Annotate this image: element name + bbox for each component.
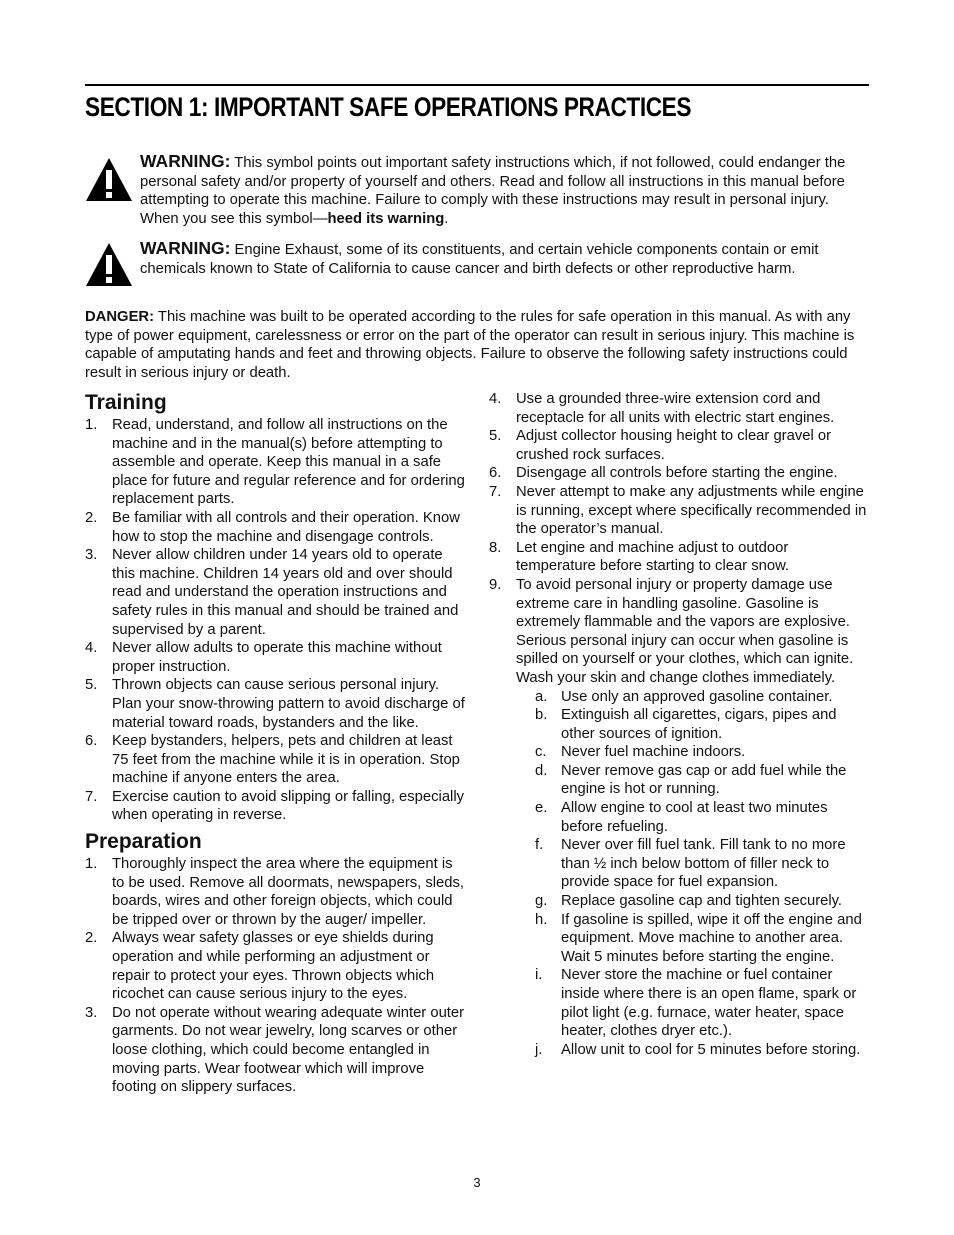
- warning-2-text: [140, 239, 869, 278]
- item-text: Always wear safety glasses or eye shields during operation and while performing an adjustment or repair to protect your eyes. Thrown objects which ricochet can cause serious injury to the eyes.: [112, 930, 435, 1003]
- list-item: [85, 416, 465, 509]
- item-number: 2.: [85, 509, 98, 526]
- list-item: [85, 676, 465, 732]
- danger-label: DANGER:: [85, 309, 155, 325]
- item-number: 6.: [489, 465, 502, 482]
- item-text: Let engine and machine adjust to outdoor temperature before starting to clear snow.: [516, 539, 790, 575]
- item-text: Be familiar with all controls and their operation. Know how to stop the machine and disengage controls.: [112, 509, 460, 545]
- list-item: [489, 539, 869, 576]
- item-number: 5.: [489, 428, 502, 445]
- section-title: SECTION 1: IMPORTANT SAFE OPERATIONS PRACTICES: [85, 92, 692, 122]
- list-item: [85, 788, 465, 825]
- subitem-text: Never over fill fuel tank. Fill tank to no more than ½ inch below bottom of filler neck to provide space for fuel expansion.: [561, 837, 846, 891]
- subitem-letter: a.: [535, 688, 548, 705]
- item-text: To avoid personal injury or property damage use extreme care in handling gasoline. Gasoline is extremely flammable and the vapors are explosive. Serious personal injury can occur when gasoline is spilled on yourself or your clothes, which can ignite. Wash your skin and change clothes immediately.: [516, 576, 854, 686]
- subitem-letter: h.: [535, 911, 548, 928]
- item-text: Never allow adults to operate this machine without proper instruction.: [112, 640, 442, 675]
- item-text: Disengage all controls before starting the engine.: [516, 465, 838, 482]
- item-number: 1.: [85, 856, 98, 873]
- list-subitem: [489, 743, 869, 762]
- preparation-heading: Preparation: [85, 830, 202, 854]
- item-number: 1.: [85, 417, 98, 433]
- item-number: 7.: [489, 483, 502, 500]
- item-text: Read, understand, and follow all instructions on the machine and in the manual(s) before attempting to assemble and operate. Keep this manual in a safe place for future and regular reference and for ordering replacement parts.: [112, 417, 465, 508]
- item-text: Keep bystanders, helpers, pets and children at least 75 feet from the machine while it is in operation. Stop machine if anyone enters the area.: [112, 733, 460, 787]
- item-text: Use a grounded three-wire extension cord and receptacle for all units with electric start engines.: [516, 391, 835, 426]
- list-subitem: [489, 1041, 869, 1060]
- subitem-letter: j.: [535, 1041, 543, 1058]
- preparation-list-part-1: [85, 855, 465, 1097]
- list-subitem: [489, 799, 869, 836]
- warning-1-text: [140, 152, 869, 228]
- warning-1-body: This symbol points out important safety instructions which, if not followed, could endanger the personal safety and/or property of yourself and others. Read and follow all instructions in this manual before attempting to operate this machine. Failure to comply with these instructions may result in personal injury. When you see this symbol—: [140, 155, 846, 227]
- page-number: 3: [473, 1175, 481, 1190]
- list-item: [489, 464, 869, 483]
- preparation-list-part-2: [489, 390, 869, 688]
- list-subitem: [489, 836, 869, 892]
- subitem-text: If gasoline is spilled, wipe it off the engine and equipment. Move machine to another area. Wait 5 minutes before starting the engine.: [561, 911, 862, 965]
- list-subitem: [489, 892, 869, 911]
- warning-1-label: WARNING:: [140, 151, 231, 171]
- item-number: 9.: [489, 576, 502, 593]
- item-number: 3.: [85, 1004, 98, 1021]
- item-number: 3.: [85, 547, 98, 564]
- subitem-letter: b.: [535, 707, 548, 724]
- list-item: [85, 509, 465, 546]
- subitem-text: Extinguish all cigarettes, cigars, pipes and other sources of ignition.: [561, 707, 837, 742]
- list-subitem: [489, 911, 869, 967]
- warning-2-label: WARNING:: [140, 238, 231, 258]
- subitem-letter: d.: [535, 762, 548, 779]
- section-top-rule: [85, 84, 869, 86]
- item-number: 4.: [489, 391, 502, 407]
- list-item: [85, 1004, 465, 1097]
- item-text: Adjust collector housing height to clear gravel or crushed rock surfaces.: [516, 428, 832, 463]
- warning-triangle-icon: [85, 156, 133, 202]
- item-number: 7.: [85, 788, 98, 805]
- list-item: [85, 639, 465, 676]
- subitem-letter: c.: [535, 744, 547, 761]
- warning-1-bold: heed its warning: [327, 210, 445, 227]
- subitem-text: Never store the machine or fuel container inside where there is an open flame, spark or pilot light (e.g. furnace, water heater, space heater, clothes dryer etc.).: [561, 967, 857, 1040]
- item-number: 5.: [85, 677, 98, 694]
- training-list: [85, 416, 465, 825]
- subitem-text: Replace gasoline cap and tighten securely.: [561, 893, 843, 910]
- list-item: [85, 855, 465, 929]
- list-subitem: [489, 688, 869, 707]
- item-text: Never attempt to make any adjustments while engine is running, except where specifically recommended in the operator’s manual.: [516, 483, 867, 538]
- subitem-text: Allow unit to cool for 5 minutes before storing.: [561, 1041, 861, 1058]
- item-number: 4.: [85, 640, 98, 657]
- danger-body: This machine was built to be operated according to the rules for safe operation in this manual. As with any type of power equipment, carelessness or error on the part of the operator can result in serious injury. This machine is capable of amputating hands and feet and throwing objects. Failure to observe the following safety instructions could result in serious injury or death.: [85, 309, 855, 381]
- item-text: Do not operate without wearing adequate winter outer garments. Do not wear jewelry, long scarves or other loose clothing, which could become entangled in moving parts. Wear footwear which will improve footing on slippery surfaces.: [112, 1004, 465, 1096]
- item-text: Thrown objects can cause serious personal injury. Plan your snow-throwing pattern to avoid discharge of material toward roads, bystanders and the like.: [112, 677, 465, 731]
- list-item: [85, 546, 465, 639]
- list-subitem: [489, 966, 869, 1040]
- list-item: [489, 576, 869, 688]
- subitem-letter: g.: [535, 893, 548, 910]
- list-subitem: [489, 706, 869, 743]
- gasoline-sublist: [489, 688, 869, 1060]
- item-number: 2.: [85, 930, 98, 947]
- list-item: [85, 929, 465, 1003]
- warning-2-body: Engine Exhaust, some of its constituents, and certain vehicle components contain or emit chemicals known to State of California to cause cancer and birth defects or other reproductive harm.: [140, 242, 819, 277]
- warning-1-period: .: [444, 210, 449, 227]
- item-number: 6.: [85, 733, 98, 750]
- item-text: Exercise caution to avoid slipping or falling, especially when operating in reverse.: [112, 788, 465, 824]
- list-item: [489, 483, 869, 539]
- right-column: [489, 390, 869, 1059]
- item-text: Thoroughly inspect the area where the equipment is to be used. Remove all doormats, newspapers, sleds, boards, wires and other foreign objects, which could be tripped over or thrown by the auger/ impeller.: [112, 856, 465, 928]
- list-item: [489, 427, 869, 464]
- list-subitem: [489, 762, 869, 799]
- subitem-letter: i.: [535, 967, 543, 984]
- subitem-text: Use only an approved gasoline container.: [561, 688, 833, 705]
- subitem-text: Allow engine to cool at least two minutes before refueling.: [561, 800, 828, 835]
- item-text: Never allow children under 14 years old to operate this machine. Children 14 years old and over should read and understand the operation instructions and safety rules in this manual and should be trained and supervised by a parent.: [112, 547, 459, 638]
- list-item: [489, 390, 869, 427]
- training-heading: Training: [85, 391, 167, 414]
- left-column: [85, 390, 465, 1097]
- item-number: 8.: [489, 539, 502, 556]
- subitem-letter: f.: [535, 837, 544, 854]
- danger-paragraph: [85, 308, 865, 382]
- list-item: [85, 732, 465, 788]
- warning-triangle-icon: [85, 241, 133, 287]
- subitem-letter: e.: [535, 800, 548, 817]
- subitem-text: Never remove gas cap or add fuel while the engine is hot or running.: [561, 762, 847, 798]
- subitem-text: Never fuel machine indoors.: [561, 744, 746, 761]
